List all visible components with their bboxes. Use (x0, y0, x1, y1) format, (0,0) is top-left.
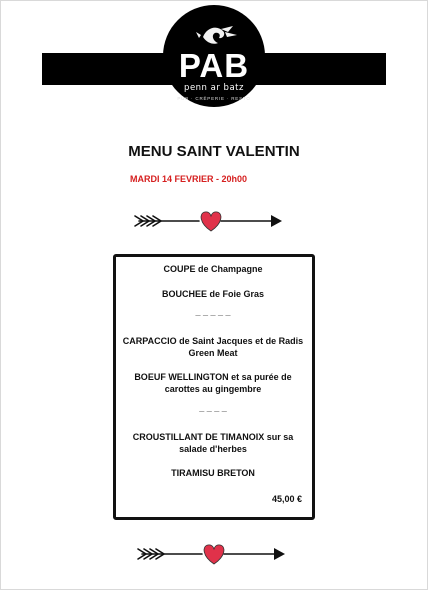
menu-item-bouchee: BOUCHEE de Foie Gras (161, 289, 265, 299)
arrow-heart-divider-icon (133, 208, 283, 234)
menu-item-carpaccio: CARPACCIO de Saint Jacques et de Radis Green Meat (122, 336, 304, 358)
menu-item-tiramisu: TIRAMISU BRETON (171, 468, 255, 478)
menu-separator: _ _ _ _ (199, 403, 227, 413)
logo-tagline: PUB · CRÊPERIE · RESTO (177, 96, 251, 101)
logo-subtitle: penn ar batz (184, 83, 244, 93)
arrow-heart-divider-icon (136, 541, 286, 567)
pab-logo (163, 5, 265, 107)
menu-price: 45,00 € (271, 494, 302, 504)
menu-item-coupe: COUPE de Champagne (163, 264, 263, 274)
menu-item-boeuf: BOEUF WELLINGTON et sa purée de carottes au gingembre (134, 372, 292, 394)
logo-name: PAB (178, 47, 250, 84)
menu-item-croustillant: CROUSTILLANT DE TIMANOIX sur sa salade d'herbes (132, 432, 294, 454)
page-title: MENU SAINT VALENTIN (128, 143, 300, 160)
event-date: MARDI 14 FEVRIER - 20h00 (130, 174, 248, 184)
menu-separator: _ _ _ _ _ (195, 307, 231, 317)
